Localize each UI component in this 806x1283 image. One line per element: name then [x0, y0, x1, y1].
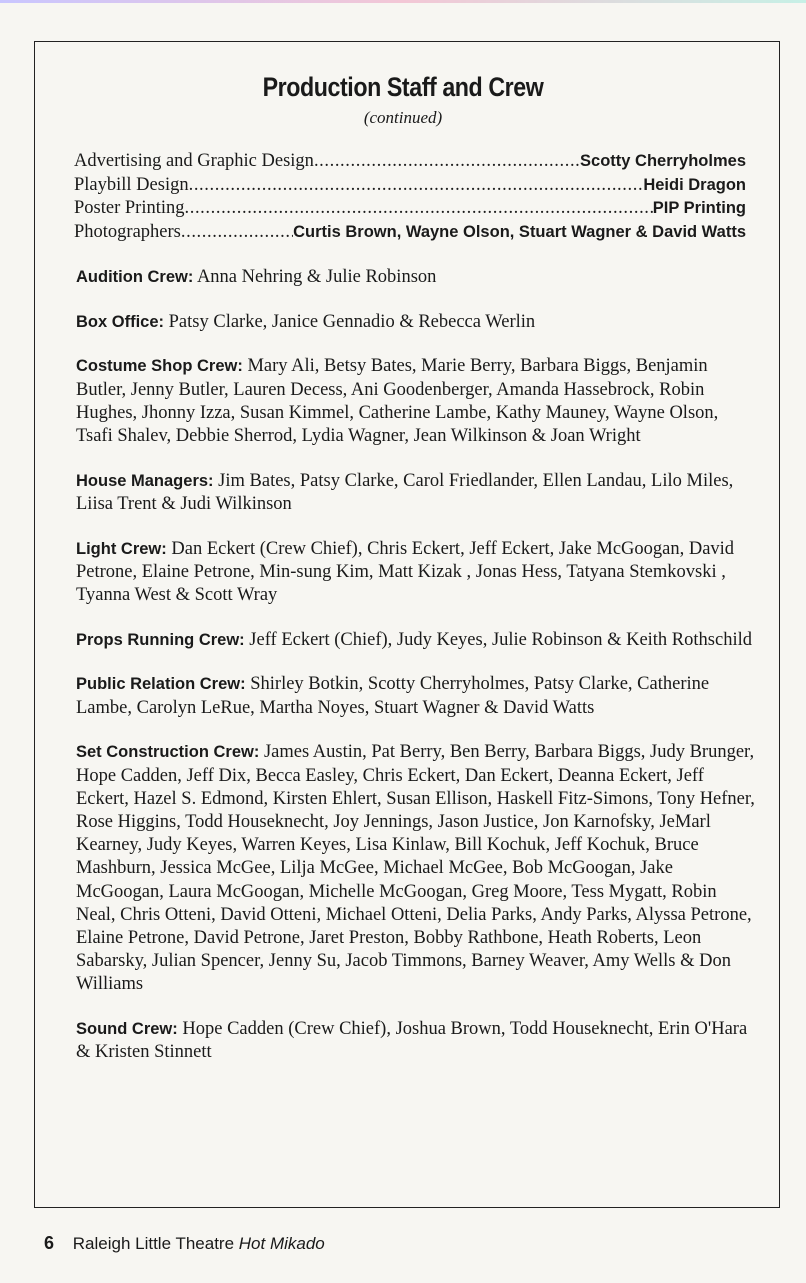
- crew-members: Dan Eckert (Crew Chief), Chris Eckert, Jeff Eckert, Jake McGoogan, David Petrone, Elaine Petrone, Min-sung Kim, Matt Kizak , Jonas Hess, Tatyana Stemkovski , Tyanna West & Scott Wray: [76, 538, 735, 606]
- credit-row: [74, 222, 746, 246]
- theatre-name: Raleigh Little Theatre: [72, 1234, 235, 1253]
- dot-leader: [181, 222, 293, 243]
- crew-props-running: [76, 629, 756, 652]
- credit-role: Poster Printing: [74, 198, 185, 218]
- crew-members: Mary Ali, Betsy Bates, Marie Berry, Barbara Biggs, Benjamin Butler, Jenny Butler, Lauren Decess, Ani Goodenberger, Amanda Hassebrock, Robin Hughes, Jhonny Izza, Susan Kimmel, Catherine Lambe, Kathy Mauney, Wayne Olson, Tsafi Shalev, Debbie Sherrod, Lydia Wagner, Jean Wilkinson & Joan Wright: [76, 356, 719, 447]
- crew-label: Sound Crew:: [76, 1020, 178, 1039]
- credit-role: Advertising and Graphic Design: [74, 151, 314, 171]
- dot-leader: [189, 175, 644, 196]
- crew-light: [76, 538, 756, 608]
- credit-role: Photographers: [74, 221, 181, 242]
- crew-members: Jeff Eckert (Chief), Judy Keyes, Julie Robinson & Keith Rothschild: [249, 629, 752, 650]
- crew-set-construction: [76, 741, 756, 996]
- crew-label: Set Construction Crew:: [76, 743, 260, 762]
- dot-leader: [314, 151, 580, 172]
- crew-label: Costume Shop Crew:: [76, 357, 243, 376]
- top-edge-line: [0, 0, 806, 3]
- page-footer: [44, 1233, 325, 1254]
- crew-label: Public Relation Crew:: [76, 675, 246, 694]
- credit-name: Heidi Dragon: [643, 175, 746, 194]
- show-title: Hot Mikado: [238, 1234, 325, 1253]
- crew-members: Hope Cadden (Crew Chief), Joshua Brown, Todd Houseknecht, Erin O'Hara & Kristen Stinnett: [76, 1019, 748, 1063]
- crew-list: [76, 266, 756, 1086]
- page-subtitle: (continued): [363, 108, 443, 127]
- credit-row: [74, 198, 746, 222]
- page-number: 6: [44, 1233, 55, 1253]
- credit-row: [74, 175, 746, 199]
- crew-label: House Managers:: [76, 471, 214, 490]
- crew-audition: [76, 266, 756, 289]
- crew-label: Audition Crew:: [76, 268, 194, 286]
- credit-row: [74, 151, 746, 175]
- credit-name: Curtis Brown, Wayne Olson, Stuart Wagner & David Watts: [293, 222, 746, 241]
- crew-box-office: [76, 311, 756, 334]
- crew-sound: [76, 1018, 756, 1064]
- crew-label: Box Office:: [76, 312, 165, 331]
- credit-role: Playbill Design: [74, 174, 189, 195]
- crew-label: Props Running Crew:: [76, 630, 245, 649]
- crew-label: Light Crew:: [76, 539, 167, 558]
- crew-costume-shop: [76, 355, 756, 448]
- page-title: Production Staff and Crew: [262, 72, 544, 102]
- crew-members: James Austin, Pat Berry, Ben Berry, Barbara Biggs, Judy Brunger, Hope Cadden, Jeff Dix, Becca Easley, Chris Eckert, Dan Eckert, Deanna Eckert, Jeff Eckert, Hazel S. Edmond, Kirsten Ehlert, Susan Ellison, Haskell Fitz-Simons, Tony Hefner, Rose Higgins, Todd Houseknecht, Joy Jennings, Jason Justice, Jon Karnofsky, JeMarl Kearney, Judy Keyes, Warren Keyes, Lisa Kinlaw, Bill Kochuk, Jeff Kochuk, Bruce Mashburn, Jessica McGee, Lilja McGee, Michael McGee, Bob McGoogan, Jake McGoogan, Laura McGoogan, Michelle McGoogan, Greg Moore, Tess Mygatt, Robin Neal, Chris Otteni, David Otteni, Michael Otteni, Delia Parks, Andy Parks, Alyssa Petrone, Elaine Petrone, David Petrone, Jaret Preston, Bobby Rathbone, Heath Roberts, Leon Sabarsky, Julian Spencer, Jenny Su, Jacob Timmons, Barney Weaver, Amy Wells & Don Williams: [76, 742, 755, 995]
- credit-name: PIP Printing: [652, 199, 746, 217]
- crew-members: Anna Nehring & Julie Robinson: [196, 267, 437, 287]
- crew-public-relation: [76, 673, 756, 719]
- crew-members: Patsy Clarke, Janice Gennadio & Rebecca Werlin: [168, 311, 536, 332]
- staff-credits-list: [74, 151, 746, 245]
- credit-name: Scotty Cherryholmes: [580, 152, 746, 170]
- crew-house-managers: [76, 470, 756, 516]
- dot-leader: [185, 198, 653, 219]
- crew-members: Shirley Botkin, Scotty Cherryholmes, Patsy Clarke, Catherine Lambe, Carolyn LeRue, Martha Noyes, Stuart Wagner & David Watts: [76, 674, 710, 718]
- crew-members: Jim Bates, Patsy Clarke, Carol Friedlander, Ellen Landau, Lilo Miles, Liisa Trent & Judi Wilkinson: [76, 470, 734, 514]
